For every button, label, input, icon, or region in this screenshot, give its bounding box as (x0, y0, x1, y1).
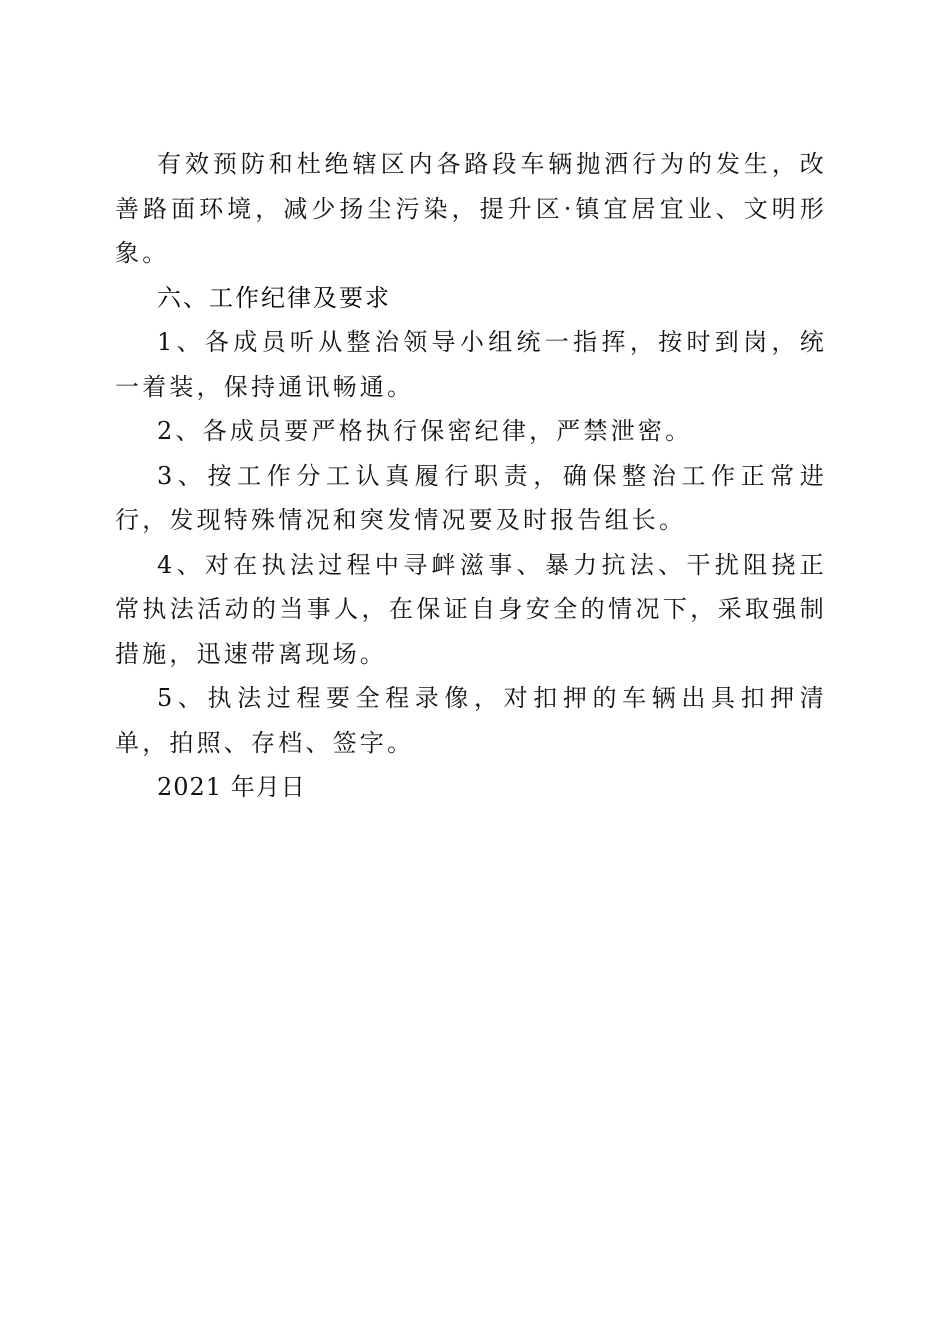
requirement-item-2: 2、各成员要严格执行保密纪律，严禁泄密。 (157, 417, 693, 445)
document-body (115, 142, 827, 810)
date-line: 2021 年月日 (157, 773, 306, 801)
requirement-item-1: 1、各成员听从整治领导小组统一指挥，按时到岗，统一着装，保持通讯畅通。 (115, 328, 827, 401)
section-heading: 六、工作纪律及要求 (157, 283, 391, 312)
intro-paragraph: 有效预防和杜绝辖区内各路段车辆抛洒行为的发生，改善路面环境，减少扬尘污染，提升区·镇宜居宜业、文明形象。 (115, 150, 827, 267)
requirement-item-3: 3、按工作分工认真履行职责，确保整治工作正常进行，发现特殊情况和突发情况要及时报告组长。 (115, 461, 827, 534)
requirement-item-5: 5、执法过程要全程录像，对扣押的车辆出具扣押清单，拍照、存档、签字。 (115, 684, 827, 757)
requirement-item-4: 4、对在执法过程中寻衅滋事、暴力抗法、干扰阻挠正常执法活动的当事人，在保证自身安全的情况下，采取强制措施，迅速带离现场。 (115, 550, 827, 668)
